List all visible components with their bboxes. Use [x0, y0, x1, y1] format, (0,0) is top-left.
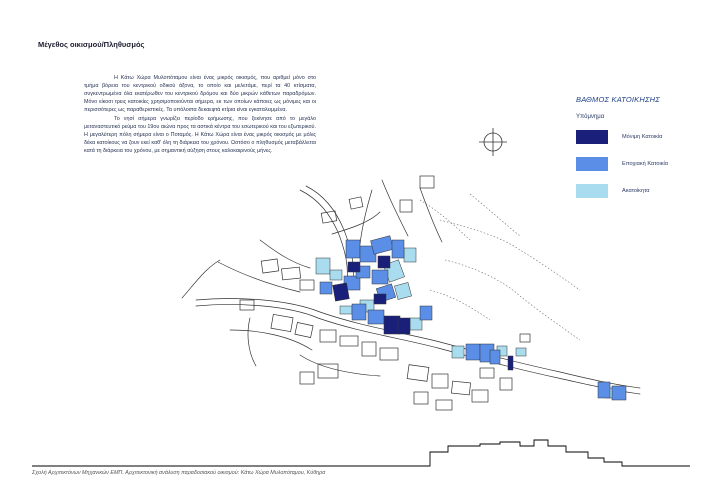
terrace-lines — [420, 194, 580, 340]
legend-title: ΒΑΘΜΟΣ ΚΑΤΟΙΚΗΣΗΣ — [576, 95, 660, 104]
legend-label-seasonal: Εποχιακή Κατοικία — [622, 161, 669, 167]
buildings-seasonal — [320, 236, 626, 400]
legend-subtitle: Υπόμνημα — [576, 114, 605, 120]
compass-icon — [479, 128, 507, 156]
page-title: Μέγεθος οικισμού/Πληθυσμός — [38, 40, 145, 49]
skyline-silhouette — [32, 440, 690, 466]
intro-paragraph-1: Η Κάτω Χώρα Μυλοπόταμου είναι ένας μικρός οικισμός, που αριθμεί μόνο στο τμήμα βόρεια του κεντρικού οδικού άξονα, το οποίο και μελετάμε, περί τα 40 κτίσματα, συγκεντρωμένα όλα εκατέρωθεν του κεντρικού δρόμου και δύο μικρών κάθετων παραδρόμων. Μόνο είκοσι τρεις κατοικίες χρησιμοποιούνται σήμερα, εκ των οποίων κάποιες ως μόνιμες και οι περισσότερες ως παραθεριστικές. Τα υπόλοιπα δεκαεφτά κτίρια είναι εγκαταλειμμένα. — [84, 75, 316, 113]
intro-paragraph-2: Το νησί σήμερα γνωρίζει περίοδο ερήμωσης, που ξεκίνησε από το μεγάλο μεταναστευτικό ρεύμα του 19ου αιώνα προς τα αστικά κέντρα του εσωτερικού και του εξωτερικού. Η μεγαλύτερη πόλη σήμερα είναι ο Ποταμός. Η Κάτω Χώρα είναι ένας μικρός οικισμός με μόλις δέκα κατοίκους να ζουν εκεί καθ' όλη τη διάρκεια του χρόνου. Ωστόσο ο πληθυσμός μεταβάλλεται κατά τη διάρκεια του χρόνου, με σημαντική αύξηση στους καλοκαιρινούς μήνες. — [84, 116, 316, 154]
legend-label-permanent: Μόνιμη Κατοικία — [622, 134, 663, 140]
footer-credit: Σχολή Αρχιτεκτόνων Μηχανικών ΕΜΠ. Αρχιτεκτονική ανάλυση παραδοσιακού οικισμού: Κάτω Χώρα Μυλοπόταμου, Κύθηρα — [32, 470, 326, 476]
legend-label-uninhabited: Ακατοίκητα — [622, 188, 650, 194]
